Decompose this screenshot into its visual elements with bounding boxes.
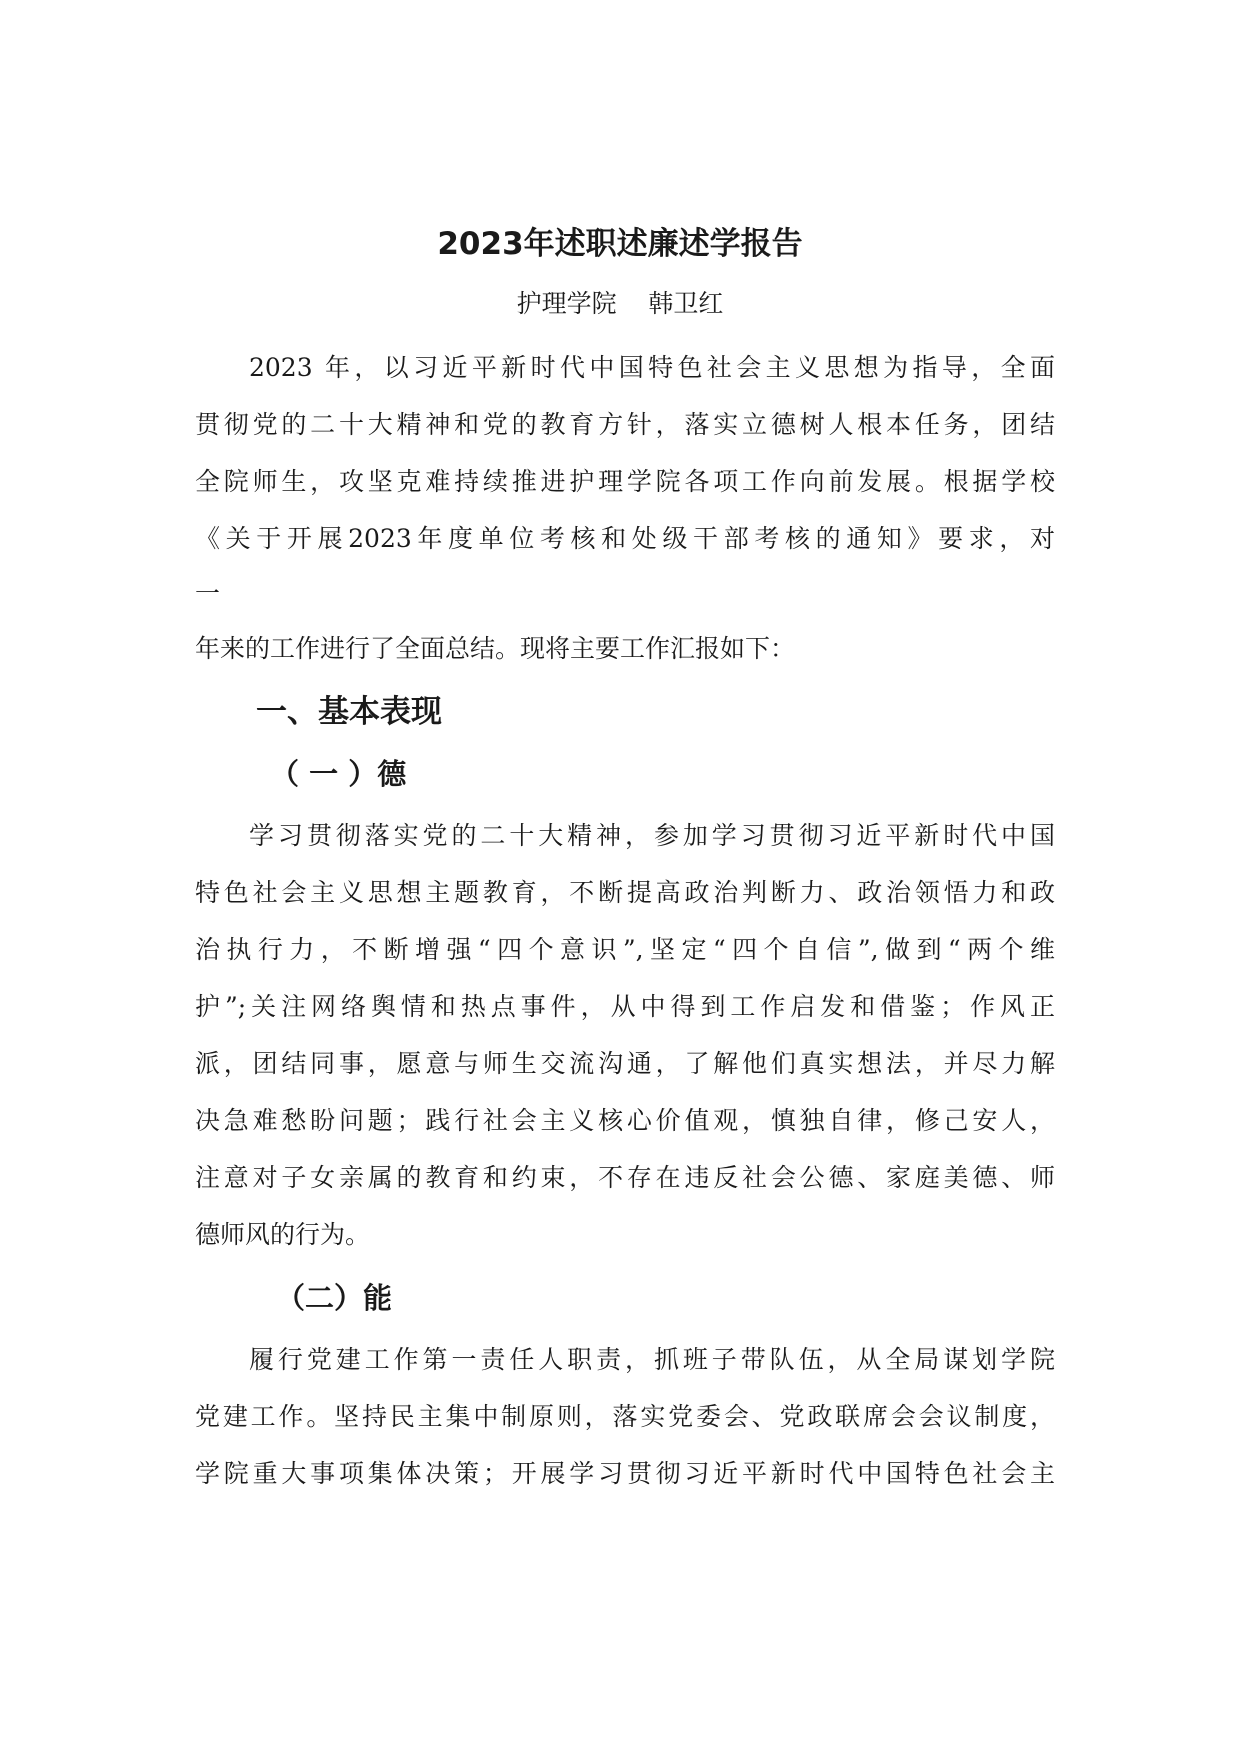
paragraph-line: 学习贯彻落实党的二十大精神，参加学习贯彻习近平新时代中国 bbox=[249, 821, 1055, 850]
paragraph-line: 贯彻党的二十大精神和党的教育方针，落实立德树人根本任务，团结 bbox=[195, 410, 1055, 439]
subsection-heading: （ 一 ）德 bbox=[270, 757, 407, 791]
paragraph-line: 《关于开展2023年度单位考核和处级干部考核的通知》要求，对 bbox=[195, 524, 1055, 553]
paragraph-line: 年来的工作进行了全面总结。现将主要工作汇报如下： bbox=[195, 634, 796, 663]
subsection-heading: （二）能 bbox=[276, 1281, 393, 1315]
paragraph-line: 一 bbox=[195, 579, 221, 608]
paragraph-line: 德师风的行为。 bbox=[195, 1220, 371, 1249]
paragraph-line: 决急难愁盼问题；践行社会主义核心价值观，慎独自律，修己安人， bbox=[195, 1106, 1055, 1135]
paragraph-line: 2023 年，以习近平新时代中国特色社会主义思想为指导，全面 bbox=[249, 353, 1055, 382]
paragraph-line: 全院师生，攻坚克难持续推进护理学院各项工作向前发展。根据学校 bbox=[195, 467, 1055, 496]
document-author: 护理学院 韩卫红 bbox=[516, 289, 724, 318]
section-heading: 一、基本表现 bbox=[256, 694, 442, 730]
paragraph-line: 党建工作。坚持民主集中制原则，落实党委会、党政联席会会议制度， bbox=[195, 1402, 1055, 1431]
paragraph-line: 特色社会主义思想主题教育，不断提高政治判断力、政治领悟力和政 bbox=[195, 878, 1055, 907]
paragraph-line: 护”;关注网络舆情和热点事件，从中得到工作启发和借鉴；作风正 bbox=[195, 992, 1055, 1021]
paragraph-line: 治执行力，不断增强“四个意识”,坚定“四个自信”,做到“两个维 bbox=[195, 935, 1055, 964]
paragraph-line: 派，团结同事，愿意与师生交流沟通，了解他们真实想法，并尽力解 bbox=[195, 1049, 1055, 1078]
paragraph-line: 学院重大事项集体决策；开展学习贯彻习近平新时代中国特色社会主 bbox=[195, 1459, 1055, 1488]
paragraph-line: 注意对子女亲属的教育和约束，不存在违反社会公德、家庭美德、师 bbox=[195, 1163, 1055, 1192]
document-title: 2023年述职述廉述学报告 bbox=[437, 226, 803, 262]
paragraph-line: 履行党建工作第一责任人职责，抓班子带队伍，从全局谋划学院 bbox=[249, 1345, 1055, 1374]
